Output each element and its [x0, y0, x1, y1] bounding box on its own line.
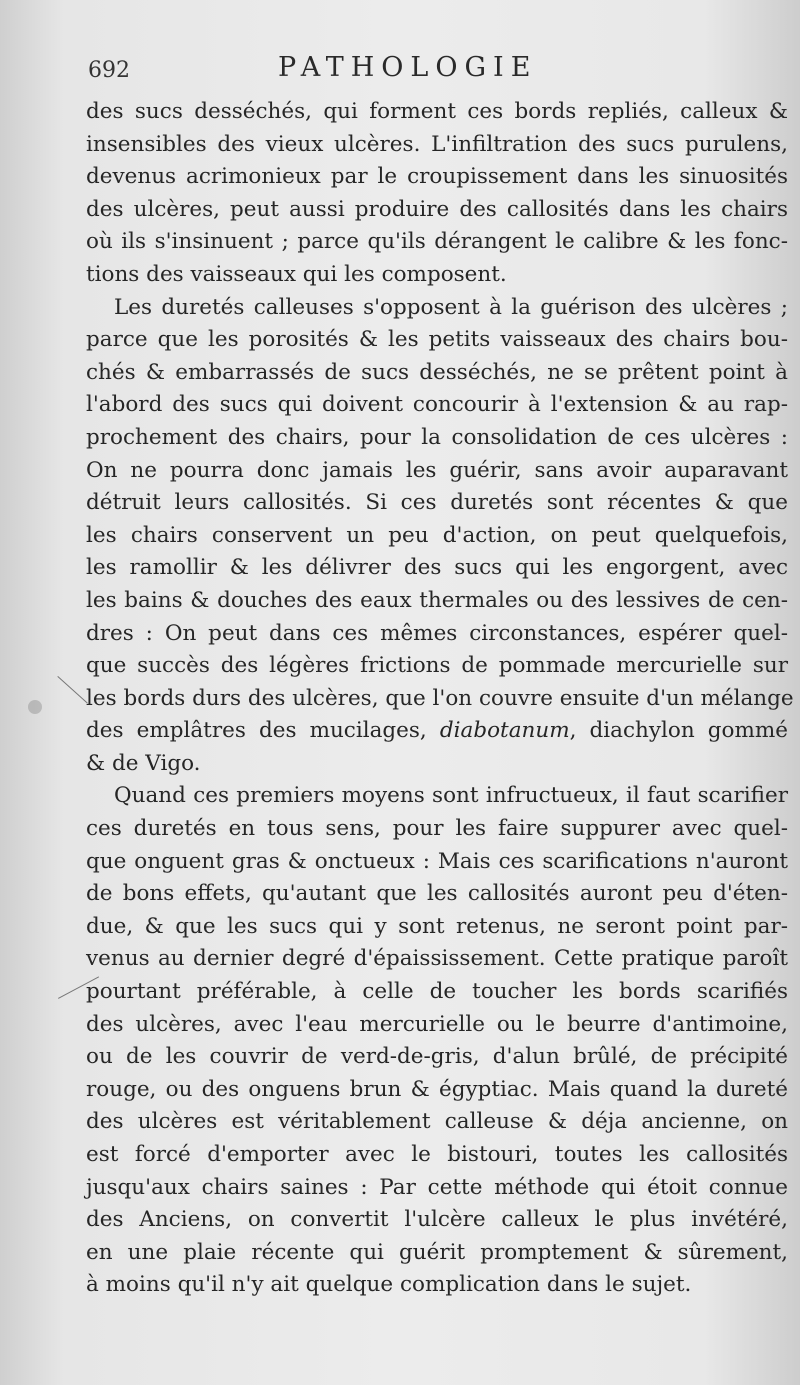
- text-body: [86, 96, 794, 1302]
- running-title: PATHOLOGIE: [278, 52, 538, 83]
- text-line: dres : On peut dans ces mêmes circonstances, espérer quel-: [86, 620, 788, 646]
- text-line: des Anciens, on convertit l'ulcère calleux le plus invétéré,: [86, 1207, 788, 1233]
- paragraph-first-line: Les duretés calleuses s'opposent à la guérison des ulcères ;: [114, 294, 788, 320]
- text-line: ou de les couvrir de verd-de-gris, d'alun brûlé, de précipité: [86, 1044, 788, 1070]
- text-line: tions des vaisseaux qui les composent.: [86, 261, 507, 287]
- text-line: les bains & douches des eaux thermales ou des lessives de cen-: [86, 587, 788, 613]
- text-line: devenus acrimonieux par le croupissement dans les sinuosités: [86, 164, 788, 190]
- text-line: jusqu'aux chairs saines : Par cette méthode qui étoit connue: [86, 1174, 788, 1200]
- text-line: des ulcères, peut aussi produire des callosités dans les chairs: [86, 196, 788, 222]
- text-line: chés & embarrassés de sucs desséchés, ne se prêtent point à: [86, 359, 788, 385]
- text-line: les ramollir & les délivrer des sucs qui les engorgent, avec: [86, 555, 788, 581]
- text-line: que onguent gras & onctueux : Mais ces scarifications n'auront: [86, 848, 788, 874]
- text-line: On ne pourra donc jamais les guérir, sans avoir auparavant: [86, 457, 788, 483]
- paper-blemish: [28, 700, 42, 714]
- text-line: des ulcères est véritablement calleuse & déja ancienne, on: [86, 1109, 788, 1135]
- text-line: à moins qu'il n'y ait quelque complication dans le sujet.: [86, 1272, 692, 1298]
- text-line: en une plaie récente qui guérit promptement & sûrement,: [86, 1239, 788, 1265]
- text-line: prochement des chairs, pour la consolidation de ces ulcères :: [86, 424, 788, 450]
- page-number: 692: [88, 58, 130, 83]
- text-line: l'abord des sucs qui doivent concourir à l'extension & au rap-: [86, 392, 788, 418]
- margin-pencil-stroke: [57, 676, 87, 704]
- running-header: [88, 52, 788, 86]
- text-line: rouge, ou des onguens brun & égyptiac. Mais quand la dureté: [86, 1076, 788, 1102]
- text-line: les bords durs des ulcères, que l'on couvre ensuite d'un mélange: [86, 685, 794, 711]
- text-line: des ulcères, avec l'eau mercurielle ou le beurre d'antimoine,: [86, 1011, 788, 1037]
- text-line: de bons effets, qu'autant que les callosités auront peu d'éten-: [86, 881, 788, 907]
- text-line: des sucs desséchés, qui forment ces bords repliés, calleux &: [86, 99, 788, 124]
- text-line: due, & que les sucs qui y sont retenus, ne seront point par-: [86, 913, 788, 939]
- text-line: insensibles des vieux ulcères. L'infiltration des sucs purulens,: [86, 131, 788, 157]
- text-line: venus au dernier degré d'épaississement. Cette pratique paroît: [86, 946, 788, 972]
- text-line: est forcé d'emporter avec le bistouri, toutes les callosités: [86, 1142, 788, 1167]
- text-line: détruit leurs callosités. Si ces duretés sont récentes & que: [86, 490, 788, 516]
- text-line: & de Vigo.: [86, 750, 201, 776]
- text-line: que succès des légères frictions de pommade mercurielle sur: [86, 653, 788, 679]
- italic-term: diabotanum: [439, 718, 570, 744]
- text-line: les chairs conservent un peu d'action, on peut quelquefois,: [86, 522, 788, 548]
- text-line: parce que les porosités & les petits vaisseaux des chairs bou-: [86, 327, 788, 353]
- text-fragment: des emplâtres des mucilages,: [86, 718, 427, 744]
- text-line: où ils s'insinuent ; parce qu'ils dérangent le calibre & les fonc-: [86, 229, 788, 255]
- text-line: ces duretés en tous sens, pour les faire suppurer avec quel-: [86, 816, 788, 842]
- paragraph-first-line: Quand ces premiers moyens sont infructueux, il faut scarifier: [114, 783, 788, 809]
- text-line: pourtant préférable, à celle de toucher les bords scarifiés: [86, 979, 788, 1005]
- text-fragment: , diachylon gommé: [569, 718, 788, 744]
- text-line-with-italic: [86, 715, 788, 748]
